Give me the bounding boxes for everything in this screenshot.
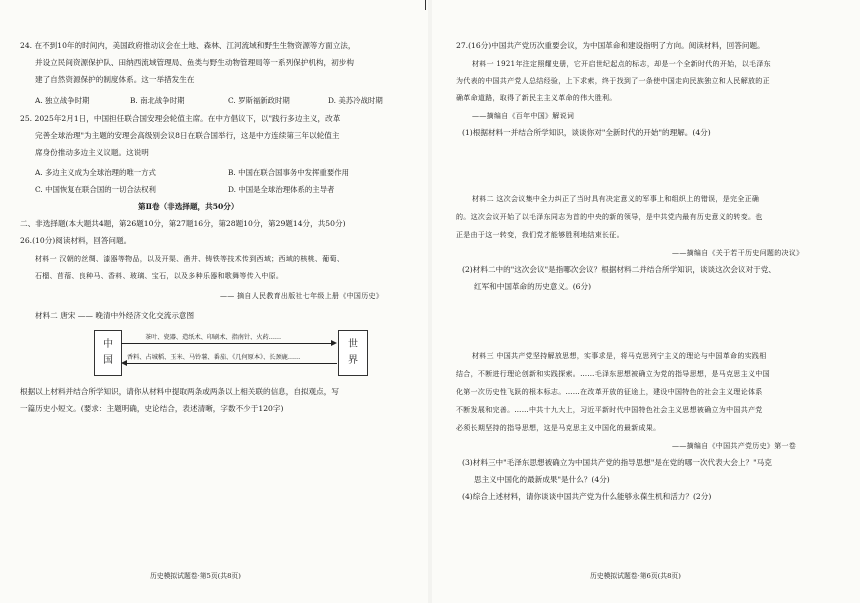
diagram-world-label: 世 界 — [348, 339, 358, 366]
q25-option-c[interactable]: C. 中国恢复在联合国的一切合法权利 — [35, 185, 156, 194]
q27-material3-line-4: 不断发展和完善。……中共十九大上，习近平新时代中国特色社会主义思想被确立为中国共产党 — [456, 406, 763, 414]
left-page-footer: 历史模拟试题卷·第5页(共8页) — [150, 572, 241, 580]
q27-material3-line-2: 结合，不断进行理论创新和实践探索。……毛泽东思想被确立为党的指导思想，是马克思主义中国 — [456, 370, 770, 378]
q24-option-b[interactable]: B. 南北战争时期 — [130, 96, 185, 105]
q25-line-3: 席身份推动多边主义议题。这说明 — [35, 148, 149, 157]
fold-mark-left — [425, 0, 426, 10]
q27-material3-line-1: 材料三 中国共产党坚持解放思想，实事求是，将马克思列宁主义的理论与中国革命的实践相 — [472, 352, 767, 360]
diagram-china-box — [94, 330, 122, 376]
q26-task-line-2: 一篇历史小短文。(要求：主题明确，史论结合，表述清晰，字数不少于120字) — [20, 404, 284, 413]
q27-material1-line-1: 材料一 1921年注定照耀史册，它开启世纪起点的标志，却是一个全新时代的开始，以毛泽东 — [472, 60, 771, 68]
q27-material2-line-3: 正是由于这一转变，我们党才能够胜利地结束长征。 — [456, 231, 624, 239]
q26-header: 26.(10分)阅读材料，回答问题。 — [20, 236, 132, 245]
right-page-footer: 历史模拟试题卷·第6页(共8页) — [590, 572, 681, 580]
exam-page-right — [432, 0, 860, 603]
exam-page-left — [0, 0, 428, 603]
diagram-china-label: 中 国 — [103, 339, 113, 366]
q25-line-1: 25. 2025年2月1日，中国担任联合国安理会轮值主席。在中方倡议下，以"践行多边主义，改革 — [20, 114, 341, 123]
diagram-arrow-to-china — [127, 363, 337, 364]
diagram-arrow-to-world — [121, 343, 331, 344]
q24-option-a[interactable]: A. 独立战争时期 — [35, 96, 90, 105]
q27-part-2-line-2: 红军和中国革命的历史意义。(6分) — [474, 282, 592, 291]
q27-part-2-line-1: (2)材料二中的"这次会议"是指哪次会议？根据材料二并结合所学知识，谈谈这次会议对于党、 — [462, 265, 776, 274]
q26-task-line-1: 根据以上材料并结合所学知识，请你从材料中提取两条或两条以上相关联的信息，自拟观点，写 — [20, 387, 339, 396]
q24-line-1: 24. 在不到10年的时间内，美国政府推动议会在土地、森林、江河流域和野生生物资源等方面立法， — [20, 41, 356, 50]
q25-option-d[interactable]: D. 中国是全球治理体系的主导者 — [228, 185, 335, 194]
q27-material1-line-3: 确革命道路，取得了新民主主义革命的伟大胜利。 — [456, 94, 617, 102]
q27-material3-line-3: 化第一次历史性飞跃的根本标志。……在改革开放的征途上，建设中国特色的社会主义理论体系 — [456, 388, 763, 396]
q27-material2-line-1: 材料二 这次会议集中全力纠正了当时具有决定意义的军事上和组织上的错误，是完全正确 — [472, 195, 760, 203]
section-2-intro: 二、非选择题(本大题共4题，第26题10分，第27题16分，第28题10分，第29题14分，共50分) — [20, 219, 346, 228]
q27-part-3-line-2: 思主义中国化的最新成果"是什么？(4分) — [474, 475, 610, 484]
diagram-top-items: 茶叶、瓷器、造纸术、印刷术、指南针、火药…… — [145, 334, 282, 341]
q26-material1-source: —— 摘自人民教育出版社七年级上册《中国历史》 — [220, 292, 384, 300]
q27-material3-line-5: 必须长期坚持的指导思想，这是马克思主义中国化的最新成果。 — [456, 424, 661, 432]
diagram-bottom-items: 香料、占城稻、玉米、马铃薯、番茄、《几何原本》、长颈鹿…… — [127, 354, 301, 361]
arrowhead-right-icon — [331, 340, 337, 346]
section-2-title: 第Ⅱ卷（非选择题，共50分） — [138, 202, 239, 211]
q24-line-3: 建了自然资源保护的制度体系。这一举措发生在 — [35, 75, 195, 84]
q27-material1-source: ——摘编自《百年中国》解说词 — [472, 112, 575, 120]
q27-material3-source: ——摘编自《中国共产党历史》第一卷 — [672, 442, 797, 450]
q25-line-2: 完善全球治理"为主题的安理会高级别会议8日在联合国举行，这是中方连续第三年以轮值主 — [35, 131, 340, 140]
q24-option-d[interactable]: D. 美苏冷战时期 — [328, 96, 383, 105]
q24-line-2: 并设立民间资源保护队、田纳西流域管理局、鱼类与野生动物管理局等一系列保护机构，初步构 — [35, 58, 354, 67]
q27-part-3-line-1: (3)材料三中"毛泽东思想被确立为中国共产党的指导思想"是在党的哪一次代表大会上？"马克 — [462, 458, 772, 467]
q26-material2-title: 材料二 唐宋 —— 晚清中外经济文化交流示意图 — [35, 311, 195, 320]
q27-part-1: (1)根据材料一并结合所学知识，谈谈你对"全新时代的开始"的理解。(4分) — [462, 128, 711, 137]
q27-part-4: (4)综合上述材料，请你谈谈中国共产党为什么能够永葆生机和活力？(2分) — [462, 492, 712, 501]
q27-material2-line-2: 的。这次会议开始了以毛泽东同志为首的中央的新的领导，是中共党内最有历史意义的转变。也 — [456, 213, 763, 221]
q25-option-b[interactable]: B. 中国在联合国事务中发挥重要作用 — [228, 168, 349, 177]
q26-material1-line-2: 石榴、苜蓿、良种马、香料、玻璃、宝石，以及多种乐器和歌舞等传入中原。 — [35, 272, 284, 280]
q24-option-c[interactable]: C. 罗斯福新政时期 — [228, 96, 290, 105]
q27-material1-line-2: 为代表的中国共产党人总结经验，上下求索，终于找到了一条使中国走向民族独立和人民解放的正 — [456, 77, 770, 85]
q25-option-a[interactable]: A. 多边主义成为全球治理的唯一方式 — [35, 168, 156, 177]
q27-header: 27.(16分)中国共产党历次重要会议，为中国革命和建设指明了方向。阅读材料，回答问题。 — [456, 41, 765, 50]
diagram-world-box — [338, 330, 368, 376]
q27-material2-source: ——摘编自《关于若干历史问题的决议》 — [672, 249, 804, 257]
q26-material1-line-1: 材料一 汉朝的丝绸、漆器等物品，以及开渠、凿井、铸铁等技术传到西域；西域的核桃、葡萄、 — [35, 255, 345, 263]
